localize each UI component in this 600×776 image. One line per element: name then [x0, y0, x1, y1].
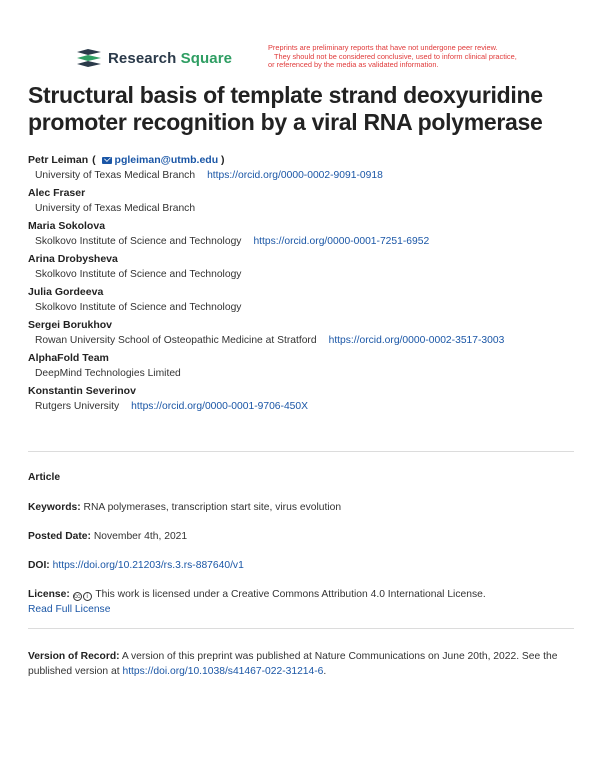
author-entry [28, 218, 588, 249]
research-square-logo[interactable] [76, 48, 232, 68]
author-name: Alec Fraser [28, 187, 86, 199]
orcid-link[interactable]: https://orcid.org/0000-0002-9091-0918 [207, 170, 383, 181]
disclaimer-line: Preprints are preliminary reports that have not undergone peer review. [268, 43, 498, 52]
orcid-link[interactable]: https://orcid.org/0000-0002-3517-3003 [328, 335, 505, 346]
version-of-record: Version of Record: A version of this preprint was published at Nature Communications on June 20th, 2022. See the published version at https://doi.org/10.1038/s41467-022-31214-6. [28, 651, 558, 677]
license: License: cc i This work is licensed under a Creative Commons Attribution 4.0 International License. Read Full License [28, 589, 486, 615]
author-name: Petr Leiman ( pgleiman@utmb.edu ) [28, 154, 225, 166]
author-name: AlphaFold Team [28, 352, 109, 364]
author-affiliation: Skolkovo Institute of Science and Technology https://orcid.org/0000-0001-7251-6952 [35, 236, 430, 247]
author-entry [28, 185, 588, 216]
article-type: Article [28, 472, 61, 483]
preprint-disclaimer [268, 44, 558, 70]
author-entry [28, 350, 588, 381]
author-affiliation: University of Texas Medical Branch [35, 203, 196, 214]
research-square-logo-icon [76, 48, 102, 68]
author-name: Konstantin Severinov [28, 385, 136, 397]
author-affiliation: Rowan University School of Osteopathic Medicine at Stratford https://orcid.org/0000-0002-3517-3003 [35, 335, 505, 346]
author-affiliation: University of Texas Medical Branch https://orcid.org/0000-0002-9091-0918 [35, 170, 383, 181]
orcid-link[interactable]: https://orcid.org/0000-0001-7251-6952 [253, 236, 430, 247]
author-entry [28, 284, 588, 315]
author-affiliation: DeepMind Technologies Limited [35, 368, 181, 379]
author-name: Sergei Borukhov [28, 319, 113, 331]
disclaimer-line: They should not be considered conclusive, used to inform clinical practice, [274, 51, 517, 61]
paper-title: Structural basis of template strand deoxyuridine promoter recognition by a viral RNA polymerase [28, 82, 543, 135]
author-name: Julia Gordeeva [28, 286, 104, 298]
read-full-license-link[interactable]: Read Full License [28, 604, 111, 615]
cc-icon: cc [74, 594, 81, 600]
section-divider [28, 451, 574, 452]
doi-link[interactable]: https://doi.org/10.21203/rs.3.rs-887640/v1 [52, 560, 244, 571]
orcid-link[interactable]: https://orcid.org/0000-0001-9706-450X [131, 401, 309, 412]
envelope-icon [102, 157, 112, 164]
author-name: Arina Drobysheva [28, 253, 118, 265]
section-divider [28, 628, 574, 629]
published-version-link[interactable]: https://doi.org/10.1038/s41467-022-31214-6 [122, 666, 324, 677]
author-affiliation: Skolkovo Institute of Science and Technology [35, 269, 242, 280]
author-list [28, 152, 588, 416]
author-affiliation: Skolkovo Institute of Science and Technology [35, 302, 242, 313]
posted-date: Posted Date: November 4th, 2021 [28, 531, 188, 542]
author-affiliation: Rutgers University https://orcid.org/0000-0001-9706-450X [35, 401, 309, 412]
author-name: Maria Sokolova [28, 220, 106, 232]
attribution-icon: i [83, 592, 92, 601]
author-email-link[interactable]: ( pgleiman@utmb.edu ) [92, 154, 225, 166]
author-entry [28, 251, 588, 282]
keywords: Keywords: RNA polymerases, transcription start site, virus evolution [28, 502, 342, 513]
author-entry [28, 383, 588, 414]
logo-wordmark: Research Square [108, 49, 233, 67]
author-entry [28, 152, 588, 183]
author-entry [28, 317, 588, 348]
doi: DOI: https://doi.org/10.21203/rs.3.rs-887640/v1 [28, 560, 244, 571]
disclaimer-line: or referenced by the media as validated information. [268, 60, 439, 70]
